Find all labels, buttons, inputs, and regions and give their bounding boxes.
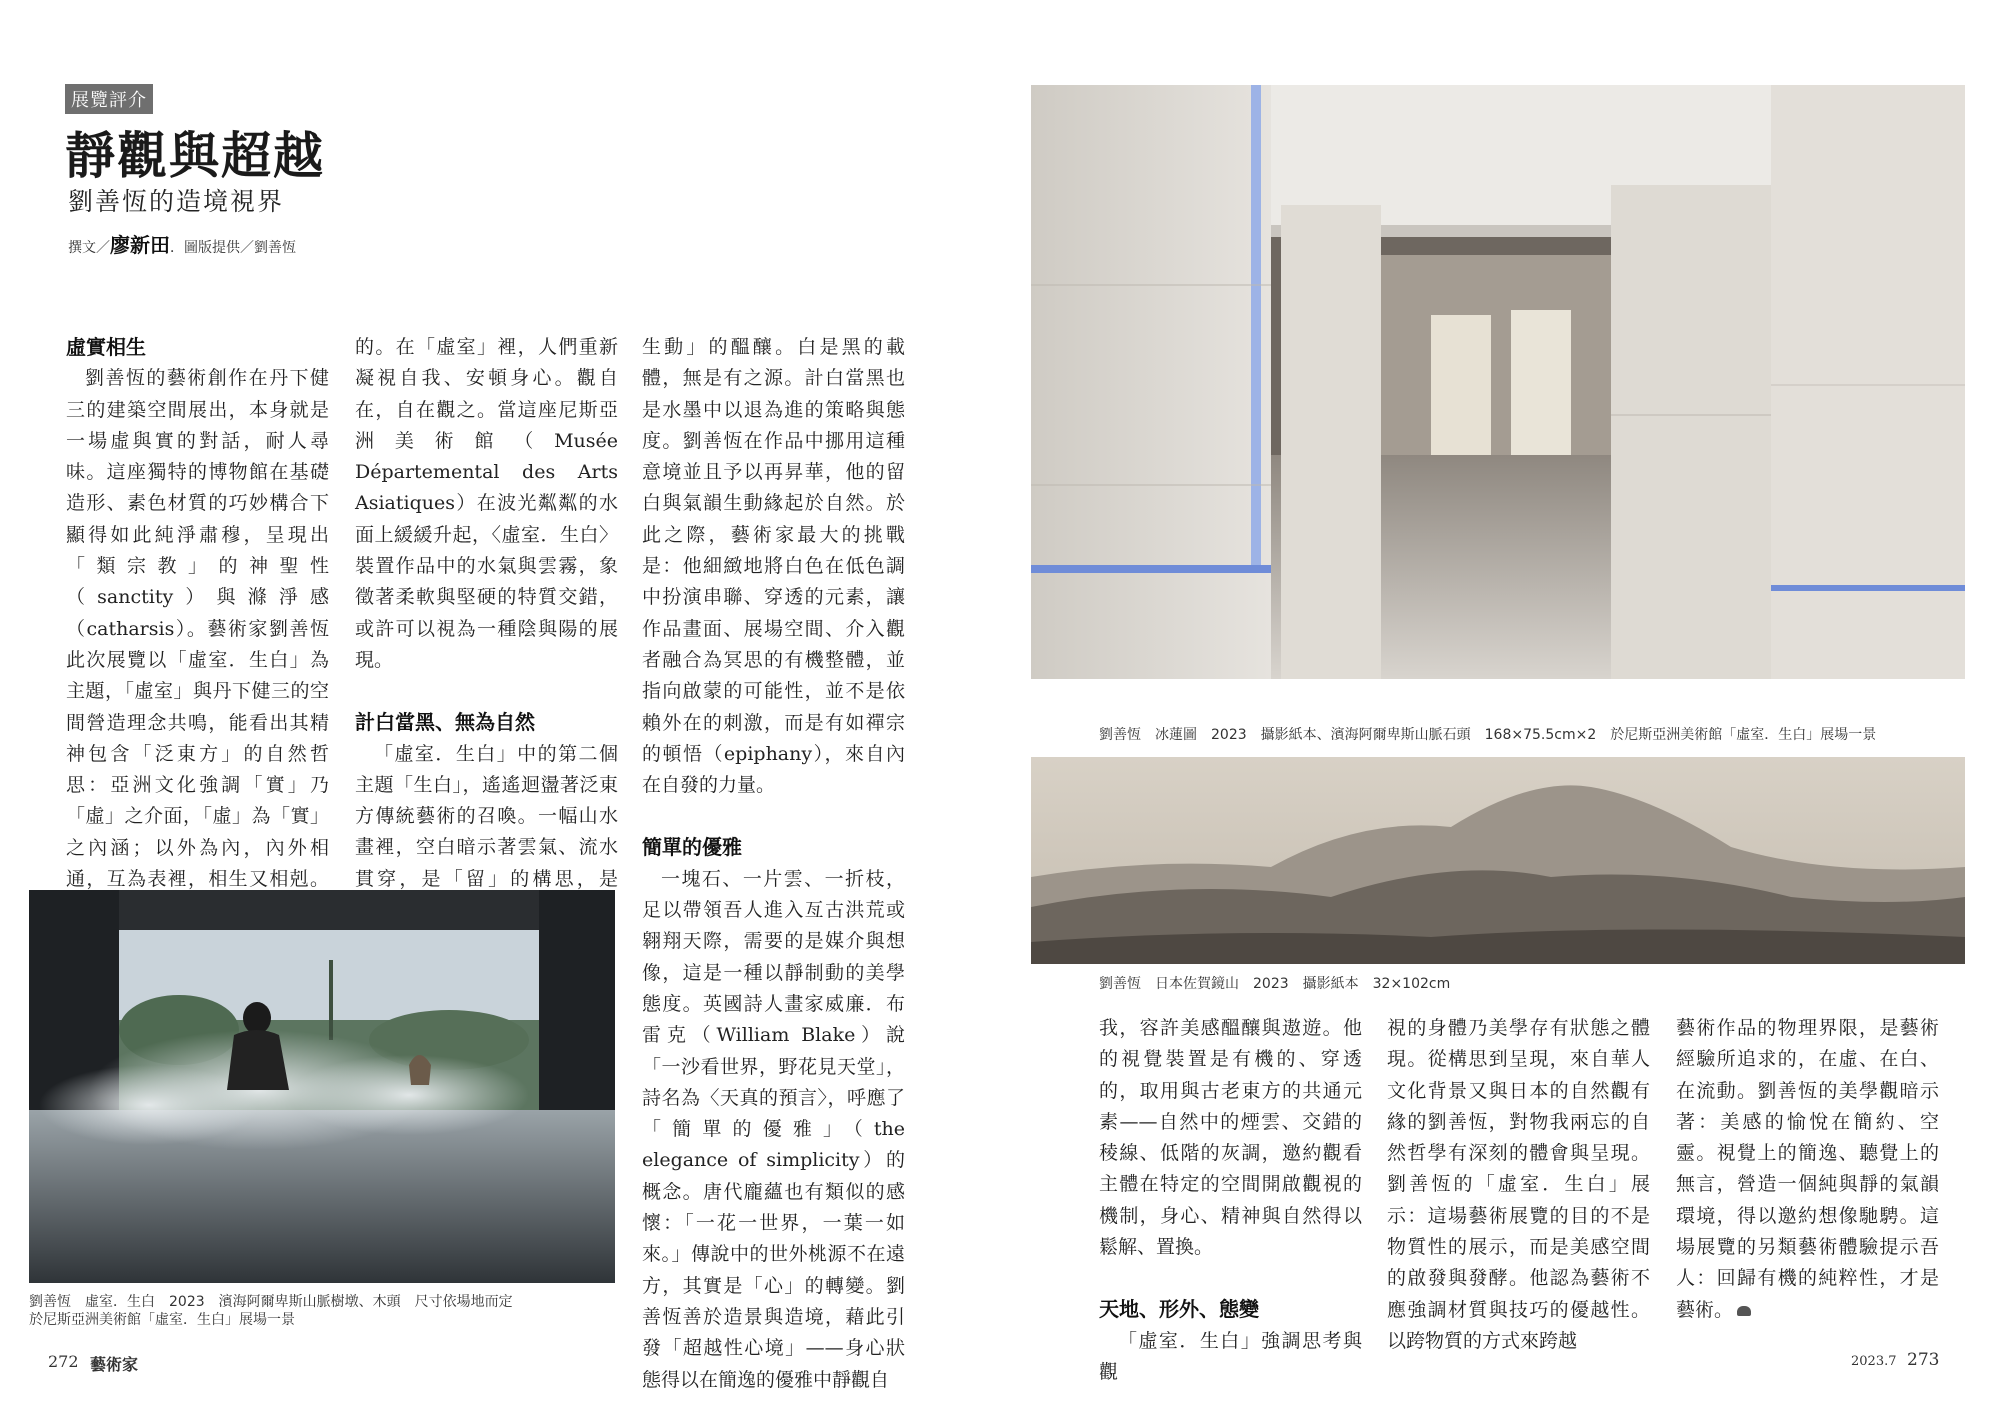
gallery-caption: 劉善恆 冰蓮圖 2023 攝影紙本、濱海阿爾卑斯山脈石頭 168×75.5cm×2 於尼斯亞洲美術館「虛室．生白」展場一景 [1099, 727, 1877, 743]
magazine-name: 藝術家 [90, 1355, 139, 1374]
text-column-1 [66, 332, 329, 927]
photo-mist-installation [29, 890, 615, 1283]
issue-date: 2023.7 [1851, 1354, 1897, 1369]
section-heading: 虛實相生 [66, 335, 146, 359]
photo-caption-line-2: 於尼斯亞洲美術館「虛室．生白」展場一景 [29, 1312, 295, 1328]
paragraph: 我，容許美感醞釀與遨遊。他的視覺裝置是有機的、穿透的，取用與古老東方的共通元素——自然中的煙雲、交錯的稜線、低階的灰調，邀約觀看主體在特定的空間開啟觀視的機制，身心、精神與自然得以鬆解、置換。 [1099, 1017, 1362, 1259]
paragraph: 「虛室．生白」強調思考與觀 [1099, 1329, 1362, 1383]
photo-mountain-landscape [1031, 757, 1965, 964]
paragraph: 生動」的醞釀。白是黑的載體，無是有之源。計白當黑也是水墨中以退為進的策略與態度。劉善恆在作品中挪用這種意境並且予以再昇華，他的留白與氣韻生動緣起於自然。於此之際，藝術家最大的挑戰是：他細緻地將白色在低色調中扮演串聯、穿透的元素，讓作品畫面、展場空間、介入觀者融合為冥思的有機整體，並指向啟蒙的可能性，並不是依賴外在的刺激，而是有如禪宗的頓悟（epiphany），來自內在自發的力量。 [642, 336, 905, 797]
paragraph: 視的身體乃美學存有狀態之體現。從構思到呈現，來自華人文化背景又與日本的自然觀有緣的劉善恆，對物我兩忘的自然哲學有深刻的體會與呈現。劉善恆的「虛室．生白」展示：這場藝術展覽的目的不是物質性的展示，而是美感空間的啟發與發酵。他認為藝術不應強調材質與技巧的優越性。以跨物質的方式來跨越 [1387, 1017, 1650, 1352]
photo-caption-line-1: 劉善恆 虛室．生白 2023 濱海阿爾卑斯山脈樹墩、木頭 尺寸依場地而定 [29, 1294, 513, 1310]
paragraph: 「虛室．生白」中的第二個主題「生白」，遙遙迴盪著泛東方傳統藝術的召喚。一幅山水畫裡，空白暗示著雲氣、流水貫穿，是「留」的構思，是 [355, 742, 618, 890]
text-column-2 [355, 332, 618, 926]
mist-installation-image [29, 890, 615, 1283]
mountain-caption: 劉善恆 日本佐賀鏡山 2023 攝影紙本 32×102cm [1099, 976, 1451, 992]
paragraph: 劉善恆的藝術創作在丹下健三的建築空間展出，本身就是一場虛與實的對話，耐人尋味。這座獨特的博物館在基礎造形、素色材質的巧妙構合下顯得如此純淨肅穆，呈現出「類宗教」的神聖性（sanctity）與滌淨感（catharsis）。藝術家劉善恆此次展覽以「虛室．生白」為主題，「虛室」與丹下健三的空間營造理念共鳴，能看出其精神包含「泛東方」的自然哲思：亞洲文化強調「實」乃「虛」之介面，「虛」為「實」之內涵；以外為內，內外相通，互為表裡，相生又相剋。 [66, 367, 329, 891]
mountain-image [1031, 757, 1965, 964]
paragraph-text: 藝術作品的物理界限，是藝術經驗所追求的，在虛、在白、在流動。劉善恆的美學觀暗示著：美感的愉悅在簡約、空靈。視覺上的簡逸、聽覺上的無言，營造一個純與靜的氣韻環境，得以邀約想像馳騁。這場展覽的另類藝術體驗提示吾人：回歸有機的純粹性，才是藝術。 [1676, 1017, 1939, 1321]
text-column-4 [1099, 1013, 1362, 1388]
byline-suffix: ．圖版提供／劉善恆 [170, 240, 296, 256]
paragraph: 的。在「虛室」裡，人們重新凝視自我、安頓身心。觀自在，自在觀之。當這座尼斯亞洲美術館（Musée Départemental des Arts Asiatiques）在波光粼粼的水面上緩緩升起，〈虛室．生白〉裝置作品中的水氣與雲霧，象徵著柔軟與堅硬的特質交錯，或許可以視為一種陰與陽的展現。 [355, 336, 618, 671]
byline [68, 229, 296, 258]
page-number-right: 273 [1907, 1350, 1940, 1370]
author-name: 廖新田 [110, 233, 170, 257]
text-column-3 [642, 332, 905, 1396]
paragraph [1676, 1013, 1939, 1326]
gallery-image [1031, 85, 1965, 679]
page-number-left: 272 [48, 1352, 79, 1371]
section-heading: 計白當黑、無為自然 [355, 710, 535, 735]
photo-gallery-view [1031, 85, 1965, 679]
end-mark-icon [1737, 1306, 1751, 1316]
paragraph: 一塊石、一片雲、一折枝，足以帶領吾人進入亙古洪荒或翱翔天際，需要的是媒介與想像，這是一種以靜制動的美學態度。英國詩人畫家威廉．布雷克（William Blake）說「一沙看世界，野花見天堂」，詩名為〈天真的預言〉，呼應了「簡單的優雅」（the elegance of simplicity）的概念。唐代龐蘊也有類似的感懷：「一花一世界，一葉一如來。」傳說中的世外桃源不在遠方，其實是「心」的轉變。劉善恆善於造景與造境，藉此引發「超越性心境」——身心狀態得以在簡逸的優雅中靜觀自 [642, 867, 905, 1391]
article-subtitle: 劉善恆的造境視界 [68, 187, 285, 216]
section-heading: 天地、形外、態變 [1099, 1297, 1259, 1322]
text-column-6 [1676, 1013, 1939, 1326]
byline-prefix: 撰文／ [68, 240, 110, 256]
section-heading: 簡單的優雅 [642, 835, 742, 860]
text-column-5 [1387, 1013, 1650, 1357]
section-tag: 展覽評介 [65, 84, 153, 114]
article-title: 靜觀與超越 [65, 126, 325, 185]
